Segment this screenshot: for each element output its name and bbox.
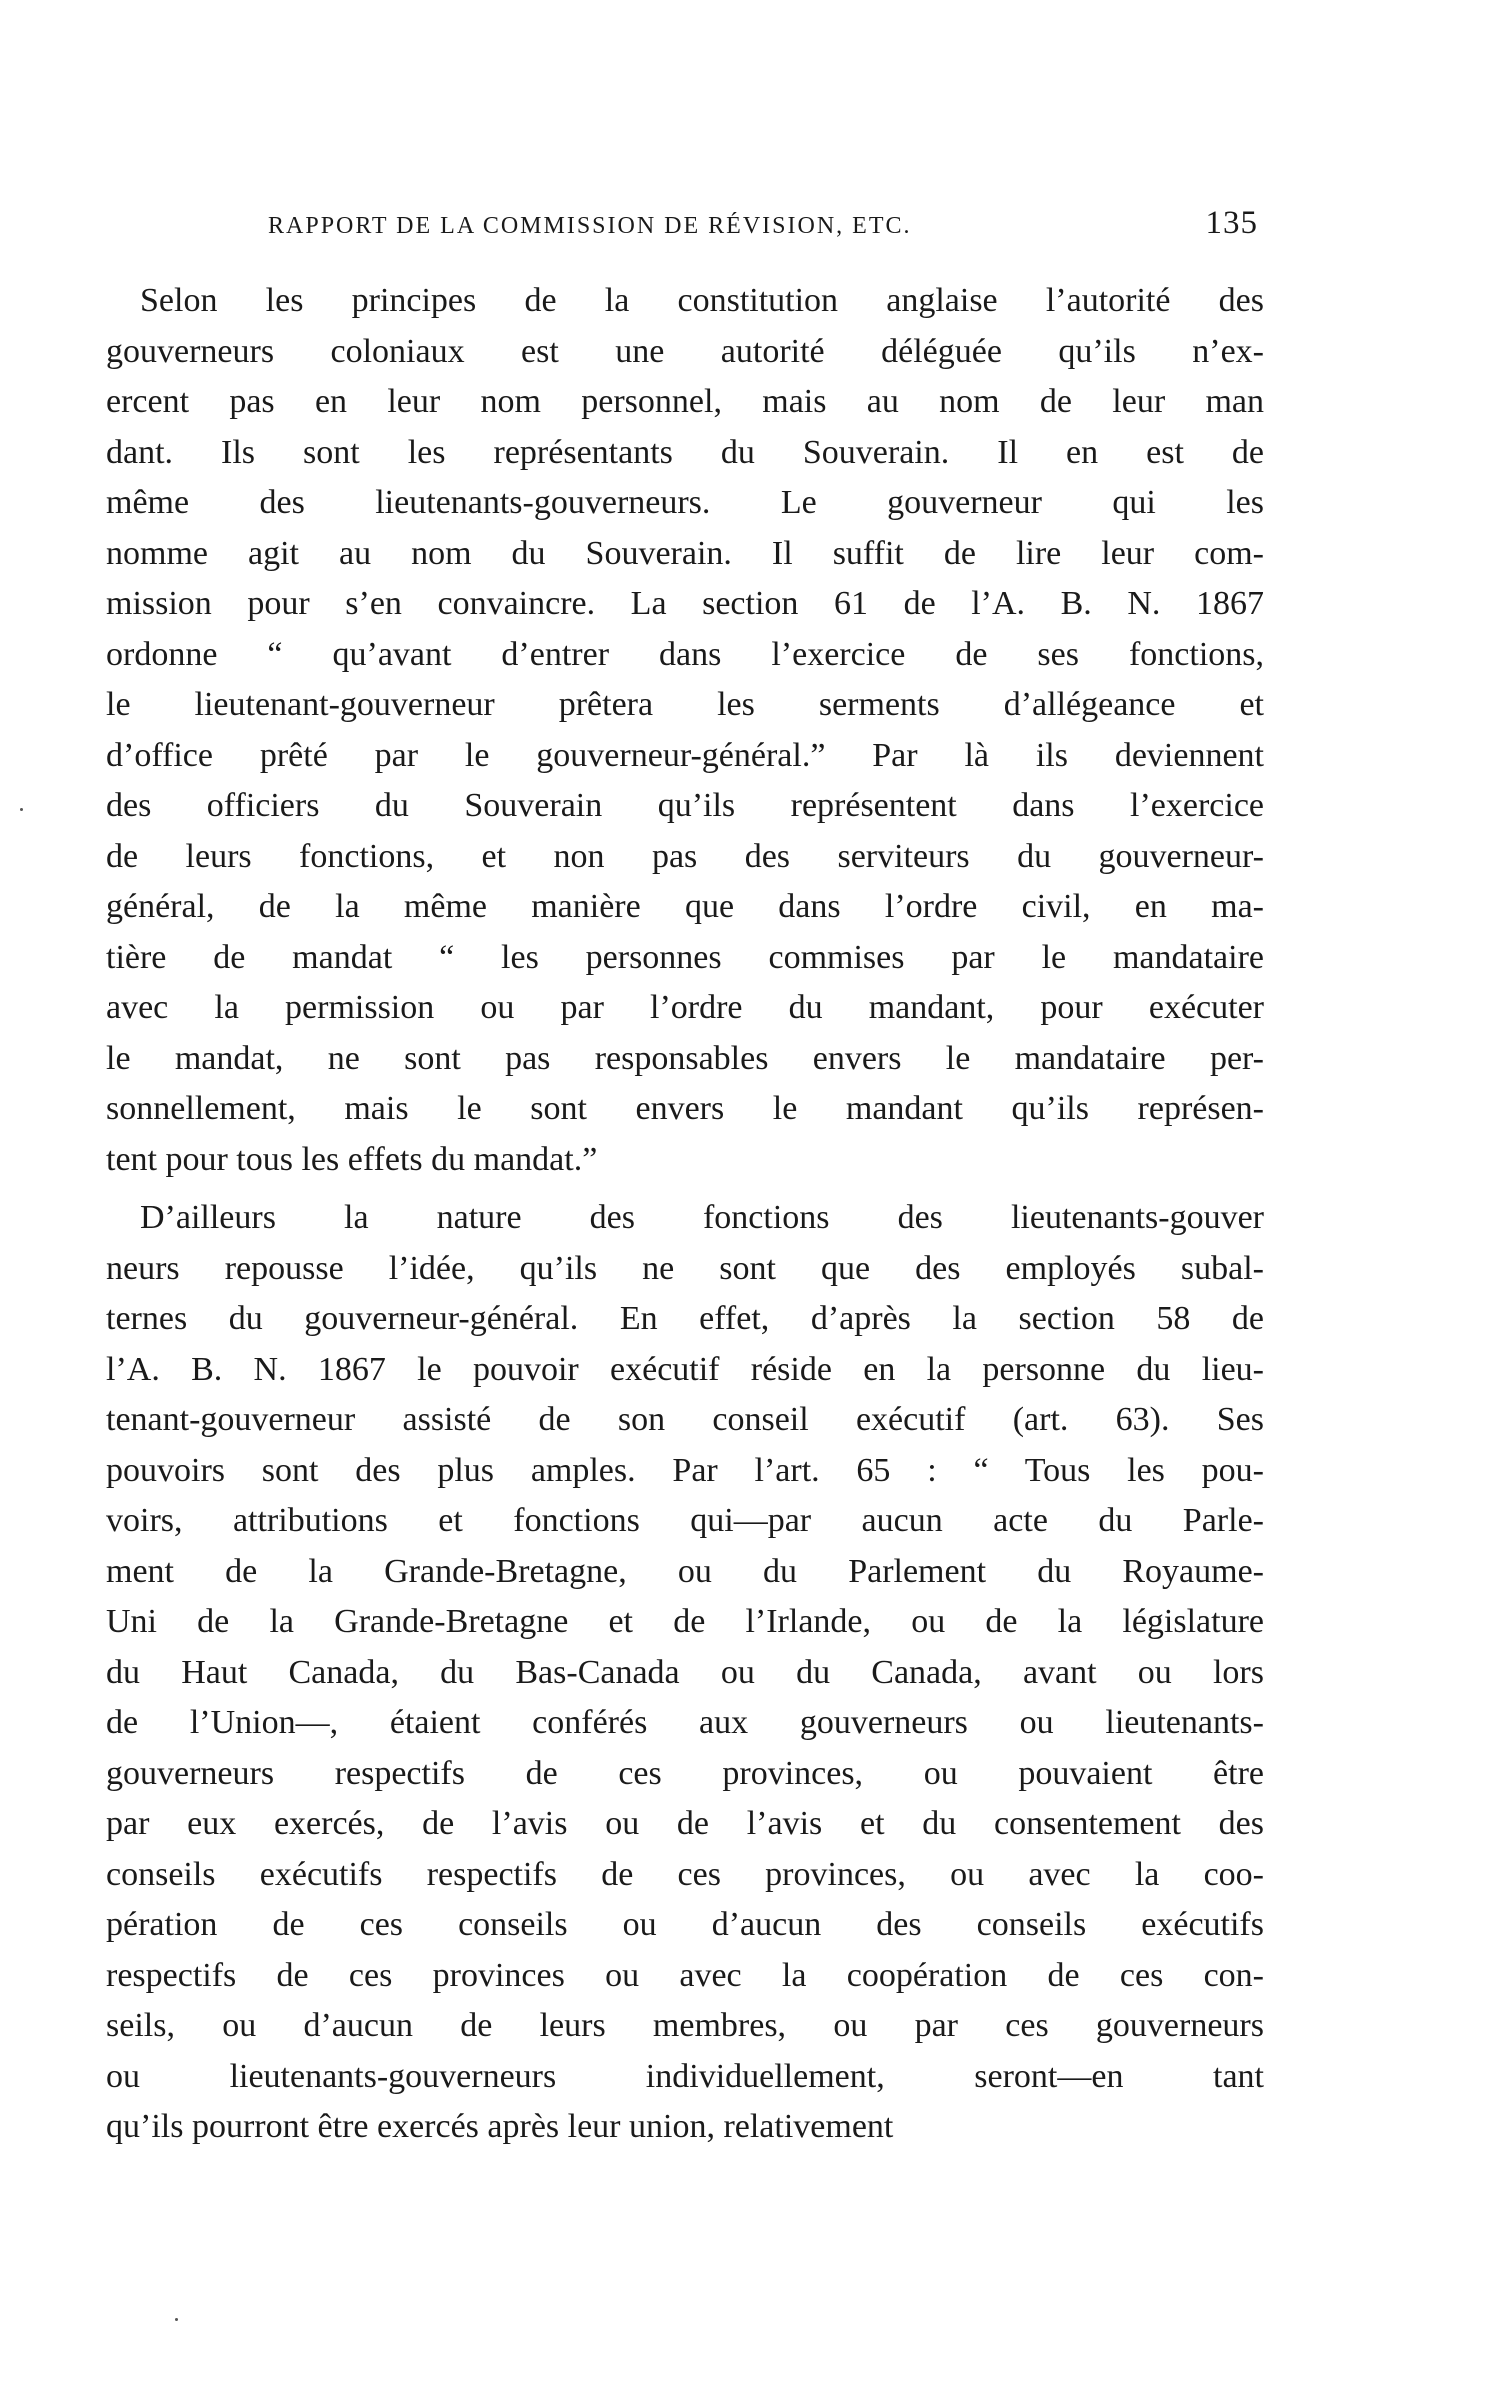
text-line: même des lieutenants-gouverneurs. Le gouverneur qui les (106, 484, 1264, 521)
running-title: RAPPORT DE LA COMMISSION DE RÉVISION, ETC. (268, 213, 912, 239)
text-line: mission pour s’en convaincre. La section 61 de l’A. B. N. 1867 (106, 585, 1264, 622)
text-line: conseils exécutifs respectifs de ces provinces, ou avec la coo- (106, 1855, 1264, 1893)
text-line: pouvoirs sont des plus amples. Par l’art. 65 : “ Tous les pou- (106, 1451, 1264, 1489)
paragraph-nature-des-fonctions (106, 1193, 1264, 2153)
text-line: des officiers du Souverain qu’ils représentent dans l’exercice (106, 787, 1264, 824)
text-line: tière de mandat “ les personnes commises par le mandataire (106, 938, 1264, 976)
text-line: Selon les principes de la constitution anglaise l’autorité des (140, 282, 1264, 319)
text-line: dant. Ils sont les représentants du Souverain. Il en est de (106, 433, 1264, 471)
text-line: ou lieutenants-gouverneurs individuellement, seront—en tant (106, 2057, 1264, 2095)
text-line: par eux exercés, de l’avis ou de l’avis et du consentement des (106, 1805, 1264, 1842)
text-line: nomme agit au nom du Souverain. Il suffit de lire leur com- (106, 534, 1264, 572)
text-line: l’A. B. N. 1867 le pouvoir exécutif réside en la personne du lieu- (106, 1350, 1264, 1388)
text-line: gouverneurs coloniaux est une autorité déléguée qu’ils n’ex- (106, 332, 1264, 370)
text-line: respectifs de ces provinces ou avec la coopération de ces con- (106, 1956, 1264, 1994)
text-line: voirs, attributions et fonctions qui—par aucun acte du Parle- (106, 1502, 1264, 1539)
text-line: pération de ces conseils ou d’aucun des conseils exécutifs (106, 1906, 1264, 1943)
body-text (106, 276, 1264, 2153)
text-line: le lieutenant-gouverneur prêtera les serments d’allégeance et (106, 686, 1264, 723)
text-line: de leurs fonctions, et non pas des serviteurs du gouverneur- (106, 837, 1264, 875)
scan-speck (20, 808, 23, 811)
text-line: avec la permission ou par l’ordre du mandant, pour exécuter (106, 989, 1264, 1026)
text-line: ercent pas en leur nom personnel, mais au nom de leur man (106, 383, 1264, 420)
text-line: qu’ils pourront être exercés après leur union, relativement (106, 2108, 894, 2145)
text-line: de l’Union—, étaient conférés aux gouverneurs ou lieutenants- (106, 1704, 1264, 1741)
page-number: 135 (1205, 205, 1258, 241)
text-line: ordonne “ qu’avant d’entrer dans l’exercice de ses fonctions, (106, 635, 1264, 673)
text-line: tenant-gouverneur assisté de son conseil exécutif (art. 63). Ses (106, 1401, 1264, 1438)
text-line: D’ailleurs la nature des fonctions des lieutenants-gouver (140, 1199, 1264, 1236)
text-line: le mandat, ne sont pas responsables envers le mandataire per- (106, 1039, 1264, 1077)
running-head (268, 206, 1258, 246)
text-line: gouverneurs respectifs de ces provinces, ou pouvaient être (106, 1754, 1264, 1792)
text-line: sonnellement, mais le sont envers le mandant qu’ils représen- (106, 1090, 1264, 1127)
text-line: ternes du gouverneur-général. En effet, d’après la section 58 de (106, 1300, 1264, 1337)
text-line: du Haut Canada, du Bas-Canada ou du Canada, avant ou lors (106, 1653, 1264, 1691)
text-line: Uni de la Grande-Bretagne et de l’Irlande, ou de la législature (106, 1603, 1264, 1640)
scan-speck (175, 2318, 178, 2321)
text-line: général, de la même manière que dans l’ordre civil, en ma- (106, 888, 1264, 925)
text-line: ment de la Grande-Bretagne, ou du Parlement du Royaume- (106, 1552, 1264, 1590)
text-line: seils, ou d’aucun de leurs membres, ou par ces gouverneurs (106, 2007, 1264, 2044)
text-line: tent pour tous les effets du mandat.” (106, 1140, 598, 1178)
text-line: d’office prêté par le gouverneur-général.” Par là ils deviennent (106, 736, 1264, 774)
text-line: neurs repousse l’idée, qu’ils ne sont que des employés subal- (106, 1249, 1264, 1287)
paragraph-constitution (106, 276, 1264, 1185)
